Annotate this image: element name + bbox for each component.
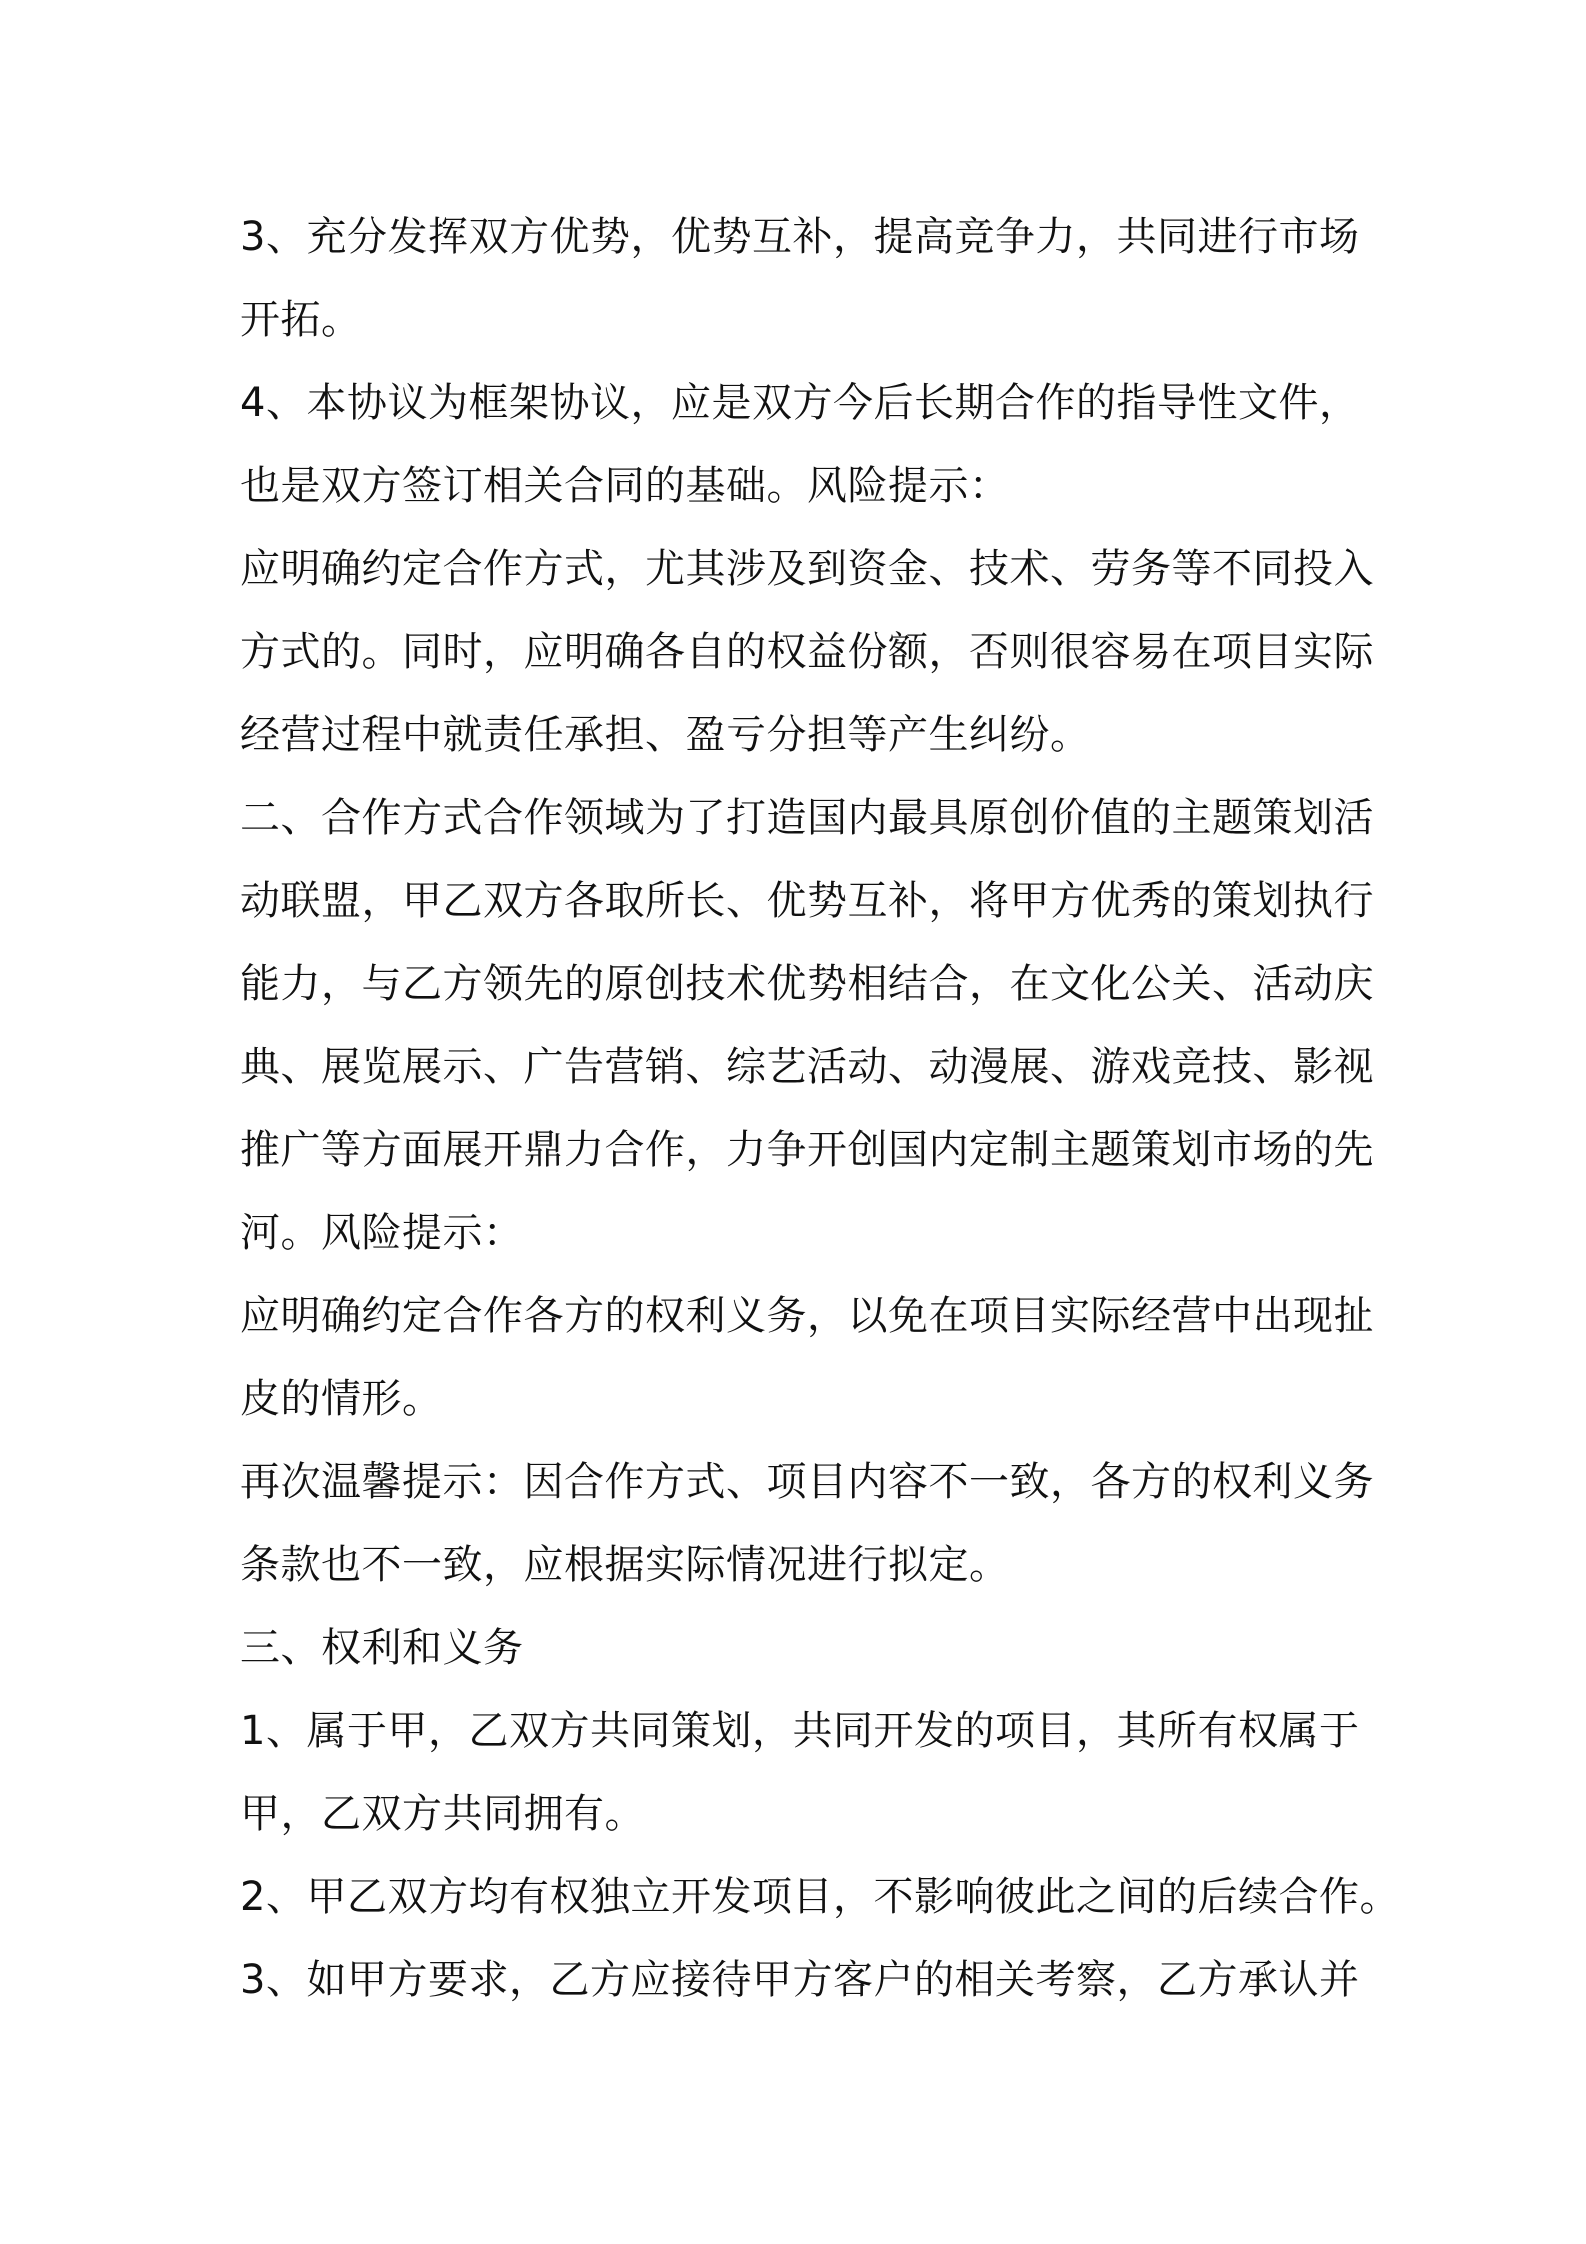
- text-line: 方式的。同时，应明确各自的权益份额，否则很容易在项目实际: [240, 629, 1374, 675]
- text-line: 典、展览展示、广告营销、综艺活动、动漫展、游戏竞技、影视: [240, 1044, 1374, 1090]
- text-line: 二、合作方式合作领域为了打造国内最具原创价值的主题策划活: [240, 795, 1374, 841]
- document-body: [240, 196, 1400, 2022]
- text-line: 应明确约定合作方式，尤其涉及到资金、技术、劳务等不同投入: [240, 546, 1374, 592]
- text-line: 三、权利和义务: [240, 1625, 524, 1671]
- text-line: 条款也不一致，应根据实际情况进行拟定。: [240, 1542, 1010, 1588]
- text-line: 推广等方面展开鼎力合作，力争开创国内定制主题策划市场的先: [240, 1127, 1374, 1173]
- text-line: 能力，与乙方领先的原创技术优势相结合，在文化公关、活动庆: [240, 961, 1374, 1007]
- text-line: 4、本协议为框架协议，应是双方今后长期合作的指导性文件，: [240, 380, 1360, 426]
- text-line: 3、充分发挥双方优势，优势互补，提高竞争力，共同进行市场: [240, 214, 1360, 260]
- text-line: 1、属于甲，乙双方共同策划，共同开发的项目，其所有权属于: [240, 1708, 1360, 1754]
- text-line: 开拓。: [240, 297, 362, 343]
- text-line: 也是双方签订相关合同的基础。风险提示：: [240, 463, 1010, 509]
- text-line: 甲，乙双方共同拥有。: [240, 1791, 645, 1837]
- text-line: 应明确约定合作各方的权利义务，以免在项目实际经营中出现扯: [240, 1293, 1374, 1339]
- text-line: 经营过程中就责任承担、盈亏分担等产生纠纷。: [240, 712, 1091, 758]
- text-line: 3、如甲方要求，乙方应接待甲方客户的相关考察，乙方承认并: [240, 1957, 1360, 2003]
- text-line: 河。风险提示：: [240, 1210, 524, 1256]
- text-line: 再次温馨提示：因合作方式、项目内容不一致，各方的权利义务: [240, 1459, 1374, 1505]
- text-line: 皮的情形。: [240, 1376, 443, 1422]
- text-line: 2、甲乙双方均有权独立开发项目，不影响彼此之间的后续合作。: [240, 1874, 1400, 1920]
- text-line: 动联盟，甲乙双方各取所长、优势互补，将甲方优秀的策划执行: [240, 878, 1374, 924]
